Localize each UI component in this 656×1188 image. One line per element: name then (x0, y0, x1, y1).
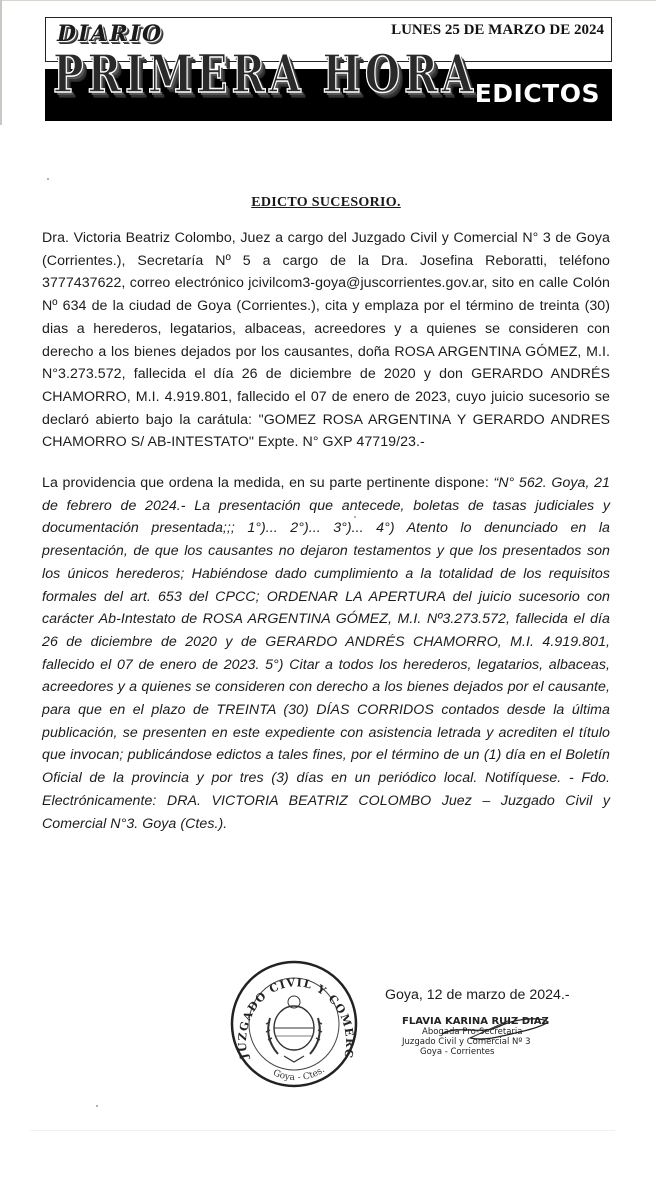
edict-paragraph-summons: Dra. Victoria Beatriz Colombo, Juez a cargo del Juzgado Civil y Comercial N° 3 de Goya (Corrientes.), Secretaría Nº 5 a cargo de la Dra. Josefina Reboratti, teléfono 3777437622, correo electrónico jcivilcom3-goya@juscorrientes.gov.ar, sito en calle Colón Nº 634 de la ciudad de Goya (Corrientes.), cita y emplaza por el término de treinta (30) dias a herederos, legatarios, albaceas, acreedores y a quienes se consideren con derecho a los bienes dejados por los causantes, doña ROSA ARGENTINA GÓMEZ, M.I. N°3.273.572, fallecida el día 26 de diciembre de 2020 y don GERARDO ANDRÉS CHAMORRO, M.I. 4.919.801, fallecido el 07 de enero de 2023, cuyo juicio sucesorio se declaró abierto bajo la carátula: "GOMEZ ROSA ARGENTINA Y GERARDO ANDRES CHAMORRO S/ AB-INTESTATO" Expte. N° GXP 47719/23.- (42, 230, 610, 451)
scan-edge-bottom (30, 1130, 615, 1131)
masthead-kicker: DIARIO (57, 21, 164, 47)
resolution-lead: La providencia que ordena la medida, en su parte pertinente dispone: (42, 475, 494, 492)
section-label: EDICTOS (474, 79, 600, 108)
court-seal (226, 958, 362, 1088)
seal-ring-text: JUZGADO CIVIL Y COMERC (235, 976, 357, 1061)
publication-date: LUNES 25 DE MARZO DE 2024 (391, 22, 604, 38)
signatory-role: Abogada Pro-Secretaria (422, 1027, 523, 1037)
scan-edge-top (0, 0, 656, 1)
court-seal-icon (226, 958, 362, 1088)
scan-speck (354, 516, 356, 518)
edict-document (42, 195, 610, 853)
signatory-name: FLAVIA KARINA RUIZ DIAZ (402, 1016, 549, 1027)
svg-text:JUZGADO CIVIL Y COMERCIAL Nº3 (226, 958, 356, 1061)
edict-paragraph-resolution (42, 472, 610, 835)
edict-title: EDICTO SUCESORIO. (251, 195, 401, 210)
signatory-location: Goya - Corrientes (420, 1047, 495, 1057)
signature-block (402, 1016, 552, 1057)
closing-place-date: Goya, 12 de marzo de 2024.- (385, 987, 570, 1003)
scan-speck (47, 178, 49, 180)
scan-speck (96, 1105, 98, 1107)
seal-bottom-text: Goya - Ctes. (271, 1065, 327, 1084)
masthead-title: PRIMERA HORA (53, 44, 477, 105)
scan-edge-left (0, 0, 2, 125)
signatory-court: Juzgado Civil y Comercial Nº 3 (402, 1037, 531, 1047)
resolution-quote: “N° 562. Goya, 21 de febrero de 2024.- La presentación que antecede, boletas de tasas judiciales y documentación presentada;;; 1°)... 2°)... 3°)... 4°) Atento lo denunciado en la presentación, de que los causantes no dejaron testamentos y que los presentados son los únicos herederos; Habiéndose dado cumplimiento a la totalidad de los requisitos formales del art. 653 del CPCC; ORDENAR LA APERTURA del juicio sucesorio con carácter Ab-Intestato de ROSA ARGENTINA GÓMEZ, M.I. Nº3.273.572, fallecida el día 26 de diciembre de 2020 y de GERARDO ANDRÉS CHAMORRO, M.I. 4.919.801, fallecido el 07 de enero de 2023. 5°) Citar a todos los herederos, legatarios, albaceas, acreedores y a quienes se consideren con derecho a los bienes dejados por el causante, para que en el plazo de TREINTA (30) DÍAS CORRIDOS contados desde la última publicación, se presenten en este expediente con asistencia letrada y acrediten el título que invocan; publicándose edictos a tales fines, por el término de un (1) día en el Boletín Oficial de la provincia y por tres (3) días en un periódico local. Notifíquese. - Fdo. Electrónicamente: DRA. VICTORIA BEATRIZ COLOMBO Juez – Juzgado Civil y Comercial N°3. Goya (Ctes.). (42, 475, 610, 832)
masthead (45, 17, 612, 121)
